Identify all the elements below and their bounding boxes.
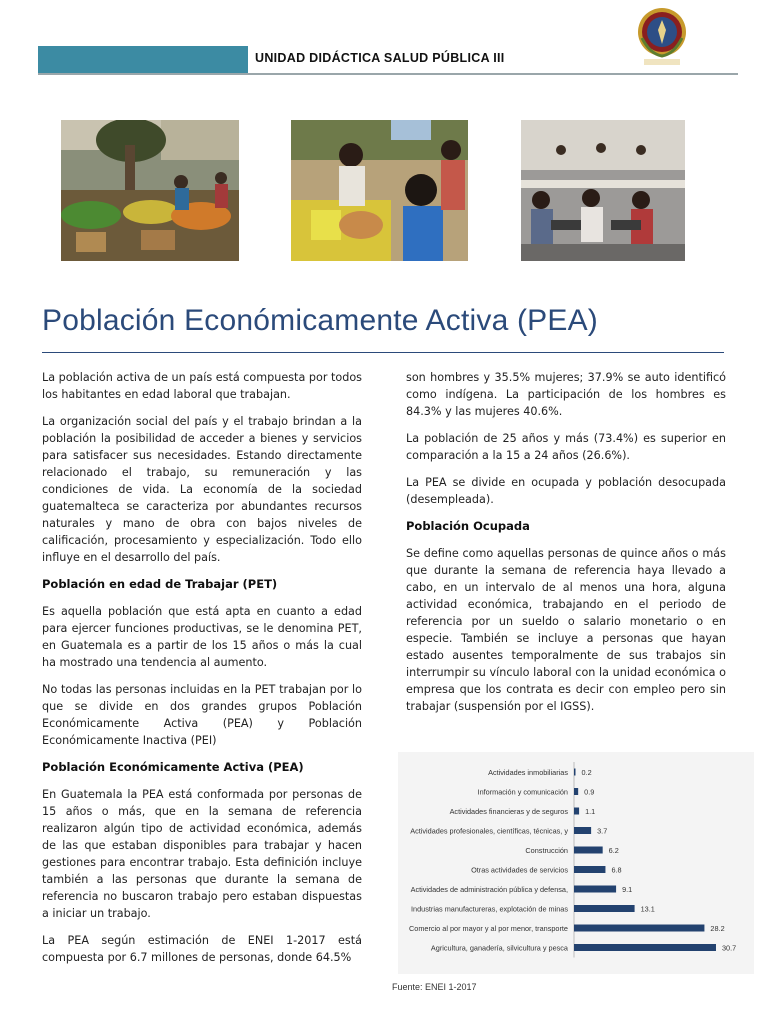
paragraph: La PEA según estimación de ENEI 1-2017 está compuesta por 6.7 millones de personas, donde 64.5% <box>42 934 362 964</box>
chart-category-label: Otras actividades de servicios <box>471 865 568 875</box>
chart-bar <box>574 769 576 776</box>
title-rule <box>42 352 724 353</box>
page-title: Población Económicamente Activa (PEA) <box>42 304 598 337</box>
paragraph: La población activa de un país está compuesta por todos los habitantes en edad laboral que trabajan. <box>42 371 362 401</box>
chart-value-label: 0.2 <box>581 768 592 777</box>
header-title: UNIDAD DIDÁCTICA SALUD PÚBLICA III <box>255 51 505 65</box>
header-accent-bar <box>38 46 248 74</box>
chart-bar <box>574 905 635 912</box>
paragraph: Es aquella población que está apta en cuanto a edad para ejercer funciones productivas, se le denomina PET, en Guatemala es a partir de los 15 años o más la cual ha mostrado una tendencia al aumento. <box>42 605 362 669</box>
chart-category-label: Industrias manufactureras, explotación de minas <box>411 904 568 914</box>
chart-category-label: Información y comunicación <box>477 787 568 797</box>
chart-value-label: 1.1 <box>585 807 596 816</box>
chart-value-label: 3.7 <box>597 826 608 836</box>
chart-bar <box>574 866 605 873</box>
faculty-logo <box>636 6 688 68</box>
factory-photo <box>521 120 685 261</box>
paragraph: No todas las personas incluidas en la PET trabajan por lo que se divide en dos grandes grupos Población Económicamente Activa (PEA) y Población Económicamente Inactiva (PEI) <box>42 683 362 747</box>
chart-category-label: Agricultura, ganadería, silvicultura y pesca <box>430 943 568 953</box>
chart-bar <box>574 808 579 815</box>
left-column <box>42 369 362 976</box>
paragraph: La PEA se divide en ocupada y población desocupada (desempleada). <box>406 476 726 506</box>
chart-value-label: 6.2 <box>608 846 619 855</box>
chart-bar <box>574 827 591 834</box>
section-heading-pea: Población Económicamente Activa (PEA) <box>42 760 304 774</box>
chart-bar <box>574 788 578 795</box>
chart-category-label: Actividades profesionales, científicas, técnicas, y <box>410 826 568 836</box>
street-vendor-photo <box>291 120 468 261</box>
chart-category-label: Actividades inmobiliarias <box>488 768 568 777</box>
chart-bar <box>574 944 716 951</box>
section-heading-ocupada: Población Ocupada <box>406 519 530 533</box>
employment-by-sector-chart <box>398 752 754 974</box>
right-column <box>406 369 726 725</box>
chart-bar <box>574 847 603 854</box>
chart-value-label: 30.7 <box>721 943 737 953</box>
market-photo <box>61 120 239 261</box>
chart-category-label: Construcción <box>525 846 568 855</box>
chart-value-label: 28.2 <box>710 924 725 933</box>
paragraph: La población de 25 años y más (73.4%) es superior en comparación a la 15 a 24 años (26.6%). <box>406 432 726 462</box>
chart-bar <box>574 925 704 932</box>
paragraph: Se define como aquellas personas de quince años o más que durante la semana de referencia haya llevado a cabo, en un intervalo de al menos una hora, alguna actividad económica, trabajando en el periodo de referencia por un sueldo o salario monetario o en especie. También se incluye a personas que hayan estado ausentes temporalmente de sus trabajos sin interrumpir su vínculo laboral con la unidad económica o empresa que los contrata es decir con empleo pero sin trabajar (suspensión por el IGSS). <box>406 547 726 713</box>
chart-value-label: 6.8 <box>611 865 622 875</box>
paragraph: En Guatemala la PEA está conformada por personas de 15 años o más, que en la semana de referencia realizaron algún tipo de actividad económica, además de las que estaban disponibles para trabajar y hacen gestiones para encontrar trabajo. Esta definición incluye también a las personas que durante la semana de referencia no buscaron trabajo pero estaban dispuestas a iniciar un trabajo. <box>42 788 362 920</box>
chart-category-label: Comercio al por mayor y al por menor, transporte <box>409 924 568 933</box>
chart-bar <box>574 886 616 893</box>
paragraph: son hombres y 35.5% mujeres; 37.9% se auto identificó como indígena. La participación de los hombres es 84.3% y las mujeres 40.6%. <box>406 371 726 418</box>
chart-category-label: Actividades financieras y de seguros <box>449 807 568 816</box>
header-rule <box>38 73 738 75</box>
chart-value-label: 13.1 <box>640 904 655 914</box>
chart-value-label: 0.9 <box>584 787 595 797</box>
paragraph: La organización social del país y el trabajo brindan a la población la posibilidad de acceder a bienes y servicios para satisfacer sus necesidades. Estando directamente relacionado el trabajo, su remuneración y las condiciones de vida. La economía de la sociedad guatemalteca se caracteriza por abundantes recursos naturales y mano de obra con bajos niveles de calificación, procesamiento y especialización. Todo ello influye en el desarrollo del país. <box>42 415 362 564</box>
chart-value-label: 9.1 <box>622 885 633 894</box>
chart-category-label: Actividades de administración pública y defensa, <box>410 885 568 894</box>
chart-source: Fuente: ENEI 1-2017 <box>392 982 477 992</box>
section-heading-pet: Población en edad de Trabajar (PET) <box>42 577 278 591</box>
